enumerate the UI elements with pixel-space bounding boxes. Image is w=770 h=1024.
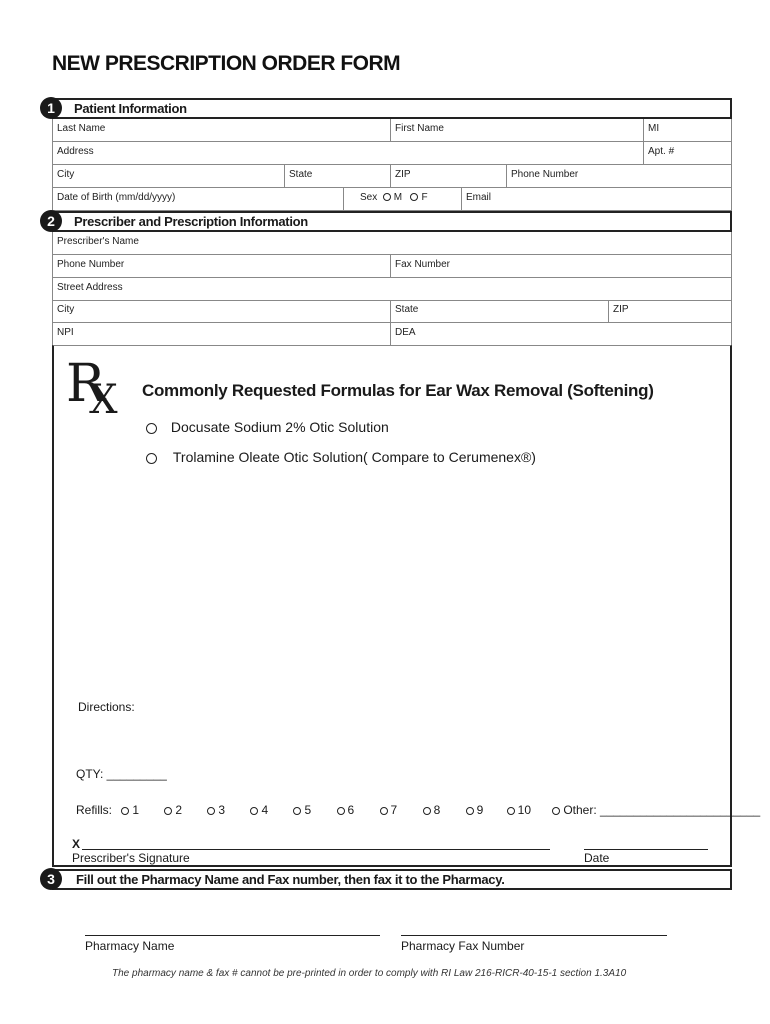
dob-label: Date of Birth (mm/dd/yyyy) [57,192,176,203]
address-field[interactable] [53,142,643,164]
address-label: Address [57,146,94,157]
prescriber-fax-label: Fax Number [395,259,451,270]
refills-group [76,803,760,817]
prescriber-state-field[interactable] [390,300,608,322]
section-1-number: 1 [40,97,62,119]
formula-option-2[interactable] [146,449,536,465]
last-name-label: Last Name [57,123,106,134]
prescriber-phone-field[interactable] [53,255,390,277]
section-3-number: 3 [40,868,62,890]
refill-option-4[interactable] [250,803,268,817]
prescriber-row-npi [52,323,732,346]
section-2-title: Prescriber and Prescription Information [74,214,308,229]
zip-label: ZIP [395,169,411,180]
apt-field[interactable] [643,142,731,164]
city-label: City [57,169,75,180]
prescriber-name-field[interactable] [53,232,731,254]
refill-other-radio[interactable] [552,807,560,815]
mi-field[interactable] [643,119,731,141]
prescriber-fax-field[interactable] [390,255,731,277]
refill-5-radio[interactable] [293,807,301,815]
directions-label: Directions: [78,700,135,714]
formula-option-1[interactable] [146,419,389,435]
refill-option-9[interactable] [466,803,484,817]
dea-field[interactable] [390,323,731,345]
date-label: Date [584,851,610,865]
signature-label: Prescriber's Signature [72,851,190,865]
pharmacy-name-label: Pharmacy Name [85,939,175,953]
section-2-number: 2 [40,210,62,232]
refill-10-radio[interactable] [507,807,515,815]
section-3-title: Fill out the Pharmacy Name and Fax number, then fax it to the Pharmacy. [76,872,505,887]
prescriber-state-label: State [395,304,419,315]
sex-f-label: F [421,192,428,203]
patient-row-dob [52,188,732,211]
prescriber-row-name [52,232,732,255]
street-address-label: Street Address [57,282,123,293]
formula-2-label: Trolamine Oleate Otic Solution( Compare to Cerumenex®) [172,449,536,465]
pharmacy-name-line[interactable] [85,935,380,936]
phone-field[interactable] [506,165,731,187]
state-label: State [289,169,313,180]
refill-6-radio[interactable] [337,807,345,815]
street-address-field[interactable] [53,278,731,300]
rx-x: X [89,377,106,423]
apt-label: Apt. # [648,146,675,157]
section-1-header [52,98,732,119]
patient-row-name [52,119,732,142]
city-field[interactable] [53,165,284,187]
refill-option-7[interactable] [380,803,398,817]
signature-line[interactable] [82,849,550,850]
prescription-box [52,345,761,867]
section-2-header [52,211,732,232]
sex-f-radio[interactable] [410,193,418,201]
section-3-header [52,869,732,890]
npi-field[interactable] [53,323,390,345]
sex-field [343,188,461,210]
refill-9-label: 9 [476,803,484,817]
section-1-title: Patient Information [74,101,187,116]
phone-label: Phone Number [511,169,579,180]
refill-9-radio[interactable] [466,807,474,815]
refill-option-5[interactable] [293,803,311,817]
refill-option-8[interactable] [423,803,441,817]
sex-label: Sex [360,192,378,203]
pharmacy-fax-line[interactable] [401,935,667,936]
refill-other-label: Other: ________________________ [563,803,761,817]
state-field[interactable] [284,165,390,187]
refill-2-label: 2 [175,803,183,817]
refill-8-radio[interactable] [423,807,431,815]
zip-field[interactable] [390,165,506,187]
refills-label: Refills: [76,803,113,817]
dob-field[interactable] [53,188,343,210]
refill-option-2[interactable] [164,803,182,817]
patient-row-city [52,165,732,188]
last-name-field[interactable] [53,119,390,141]
prescriber-city-field[interactable] [53,300,390,322]
refill-option-1[interactable] [121,803,139,817]
refill-8-label: 8 [433,803,441,817]
sex-m-radio[interactable] [383,193,391,201]
refill-1-radio[interactable] [121,807,129,815]
formula-2-radio[interactable] [146,453,157,464]
prescriber-row-city [52,300,732,323]
date-line[interactable] [584,849,708,850]
formula-1-label: Docusate Sodium 2% Otic Solution [170,419,389,435]
patient-row-address [52,142,732,165]
refill-6-label: 6 [347,803,355,817]
formula-1-radio[interactable] [146,423,157,434]
prescriber-zip-field[interactable] [608,300,731,322]
npi-label: NPI [57,327,74,338]
rx-r: R [66,354,94,414]
dea-label: DEA [395,327,416,338]
refill-option-6[interactable] [337,803,355,817]
refill-option-3[interactable] [207,803,225,817]
prescriber-city-label: City [57,304,75,315]
compliance-note: The pharmacy name & fax # cannot be pre-printed in order to comply with RI Law 216-RICR-40-15-1 section 1.3A10 [112,968,627,979]
refill-4-radio[interactable] [250,807,258,815]
refill-3-radio[interactable] [207,807,215,815]
signature-x: X [72,837,81,851]
email-label: Email [466,192,492,203]
prescriber-row-phone [52,255,732,278]
qty-field[interactable]: QTY: _________ [76,767,167,781]
prescriber-name-label: Prescriber's Name [57,236,139,247]
form-title: NEW PRESCRIPTION ORDER FORM [52,52,401,75]
first-name-label: First Name [395,123,444,134]
first-name-field[interactable] [390,119,643,141]
refill-7-label: 7 [390,803,398,817]
formulas-title: Commonly Requested Formulas for Ear Wax Removal (Softening) [142,381,654,400]
rx-symbol-icon [66,354,110,423]
refill-3-label: 3 [218,803,226,817]
pharmacy-fax-label: Pharmacy Fax Number [401,939,525,953]
sex-m-label: M [393,192,403,203]
refill-1-label: 1 [132,803,140,817]
email-field[interactable] [461,188,731,210]
refill-10-label: 10 [517,803,531,817]
prescriber-row-street [52,278,732,301]
refill-option-10[interactable] [507,803,531,817]
refill-7-radio[interactable] [380,807,388,815]
prescriber-zip-label: ZIP [613,304,629,315]
prescriber-phone-label: Phone Number [57,259,125,270]
refill-4-label: 4 [261,803,269,817]
mi-label: MI [648,123,660,134]
refill-option-other[interactable] [552,803,760,817]
refill-5-label: 5 [304,803,312,817]
refill-2-radio[interactable] [164,807,172,815]
